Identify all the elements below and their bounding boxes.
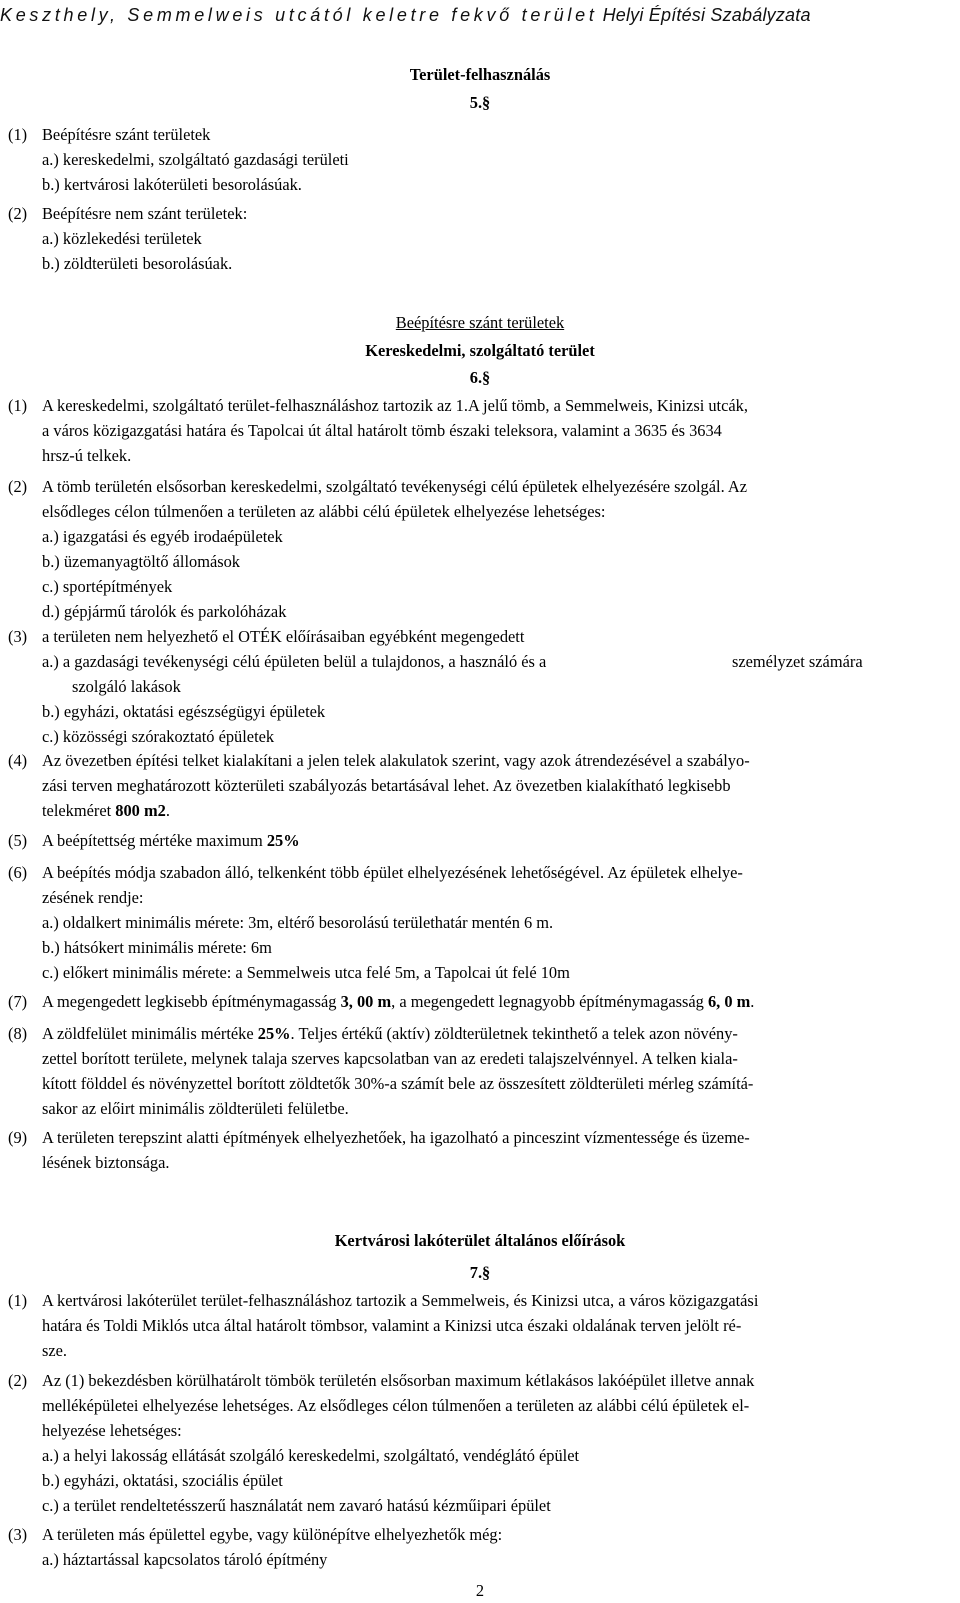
header-title-right: Helyi Építési Szabályzata [602,5,811,25]
page-number: 2 [475,1581,485,1600]
section-5-number: 5.§ [469,93,491,112]
page-header [0,0,960,30]
section-7-title: Kertvárosi lakóterület általános előírások [334,1231,626,1250]
section-6-number: 6.§ [469,368,491,387]
built-up-areas-heading: Beépítésre szánt területek [395,313,565,332]
section-5-title: Terület-felhasználás [409,65,551,84]
section-6-title: Kereskedelmi, szolgáltató terület [365,341,595,360]
section-7-number: 7.§ [469,1263,491,1282]
header-title-left: Keszthely, Semmelweis utcától keletre fekvő terület [0,5,598,25]
